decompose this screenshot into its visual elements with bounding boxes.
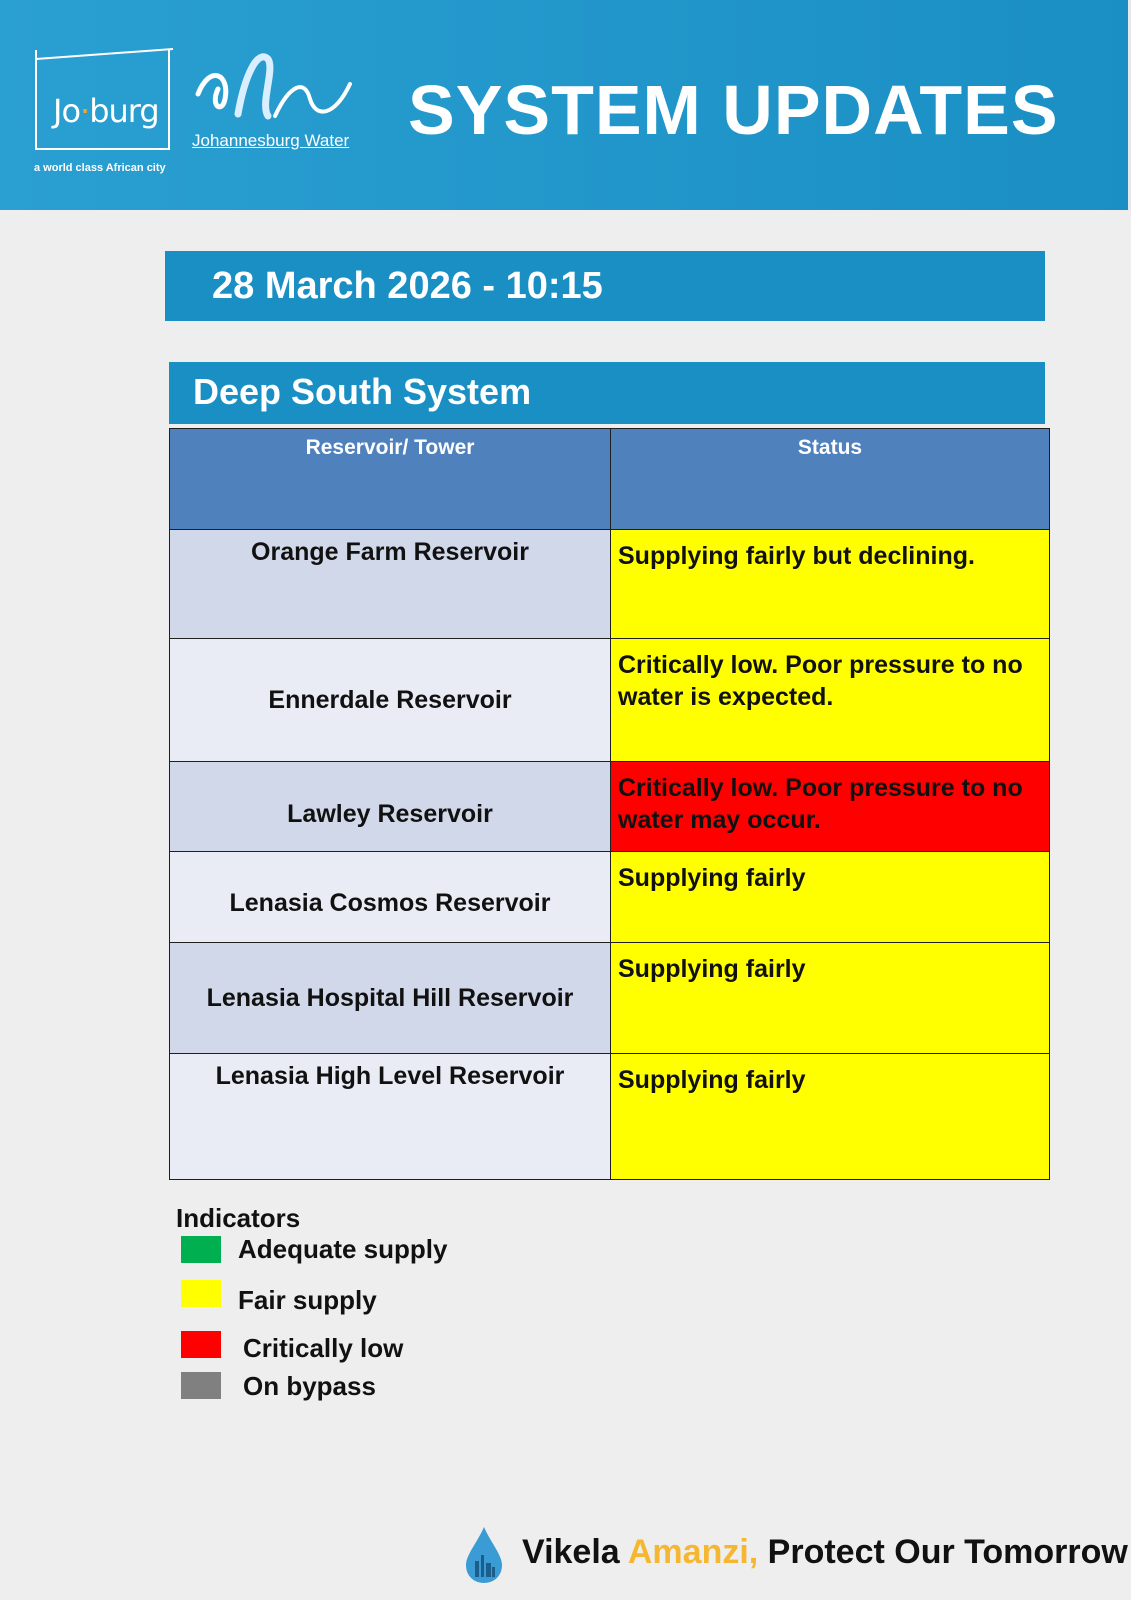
legend-swatch-adequate (181, 1236, 221, 1263)
table-row (170, 762, 1050, 852)
reservoir-status: Supplying fairly (611, 943, 1050, 1054)
reservoir-name: Lenasia High Level Reservoir (170, 1054, 611, 1180)
joburg-logo (35, 50, 170, 150)
reservoir-status-table (169, 428, 1050, 1180)
reservoir-status: Supplying fairly (611, 852, 1050, 943)
legend-swatch-critical (181, 1331, 221, 1358)
legend-swatch-bypass (181, 1372, 221, 1399)
reservoir-status: Supplying fairly but declining. (611, 530, 1050, 639)
johannesburg-water-label: Johannesburg Water (192, 131, 350, 150)
update-datetime: 28 March 2026 - 10:15 (212, 265, 603, 307)
table-row (170, 943, 1050, 1054)
legend-label-adequate: Adequate supply (238, 1234, 448, 1264)
date-banner (165, 251, 1045, 321)
legend-label-critical: Critically low (243, 1333, 404, 1363)
table-row (170, 1054, 1050, 1180)
reservoir-status: Supplying fairly (611, 1054, 1050, 1180)
reservoir-name: Orange Farm Reservoir (170, 530, 611, 639)
system-name: Deep South System (193, 371, 532, 412)
legend-label-bypass: On bypass (243, 1371, 376, 1401)
joburg-tagline: a world class African city (34, 162, 166, 174)
reservoir-name: Lenasia Cosmos Reservoir (170, 852, 611, 943)
legend-label-fair: Fair supply (238, 1285, 377, 1315)
column-header-reservoir: Reservoir/ Tower (170, 429, 611, 530)
reservoir-name: Lenasia Hospital Hill Reservoir (170, 943, 611, 1054)
legend-swatch-fair (181, 1280, 221, 1307)
reservoir-name: Ennerdale Reservoir (170, 639, 611, 762)
reservoir-status: Critically low. Poor pressure to no water is expected. (611, 639, 1050, 762)
reservoir-status: Critically low. Poor pressure to no water may occur. (611, 762, 1050, 852)
joburg-logo-wordmark: Jo·burg (53, 92, 159, 130)
indicators-legend (176, 1203, 300, 1234)
table-row (170, 852, 1050, 943)
system-banner (169, 362, 1045, 424)
table-header-row (170, 429, 1050, 530)
legend-title: Indicators (176, 1203, 301, 1233)
table-row (170, 639, 1050, 762)
footer-slogan: Vikela Amanzi, Protect Our Tomorrow (522, 1533, 1128, 1571)
header-banner (0, 0, 1128, 210)
water-drop-icon (463, 1525, 505, 1585)
joburg-logo-top-edge (35, 48, 174, 60)
reservoir-name: Lawley Reservoir (170, 762, 611, 852)
table-row (170, 530, 1050, 639)
column-header-status: Status (611, 429, 1050, 530)
page-title: SYSTEM UPDATES (408, 71, 1059, 149)
